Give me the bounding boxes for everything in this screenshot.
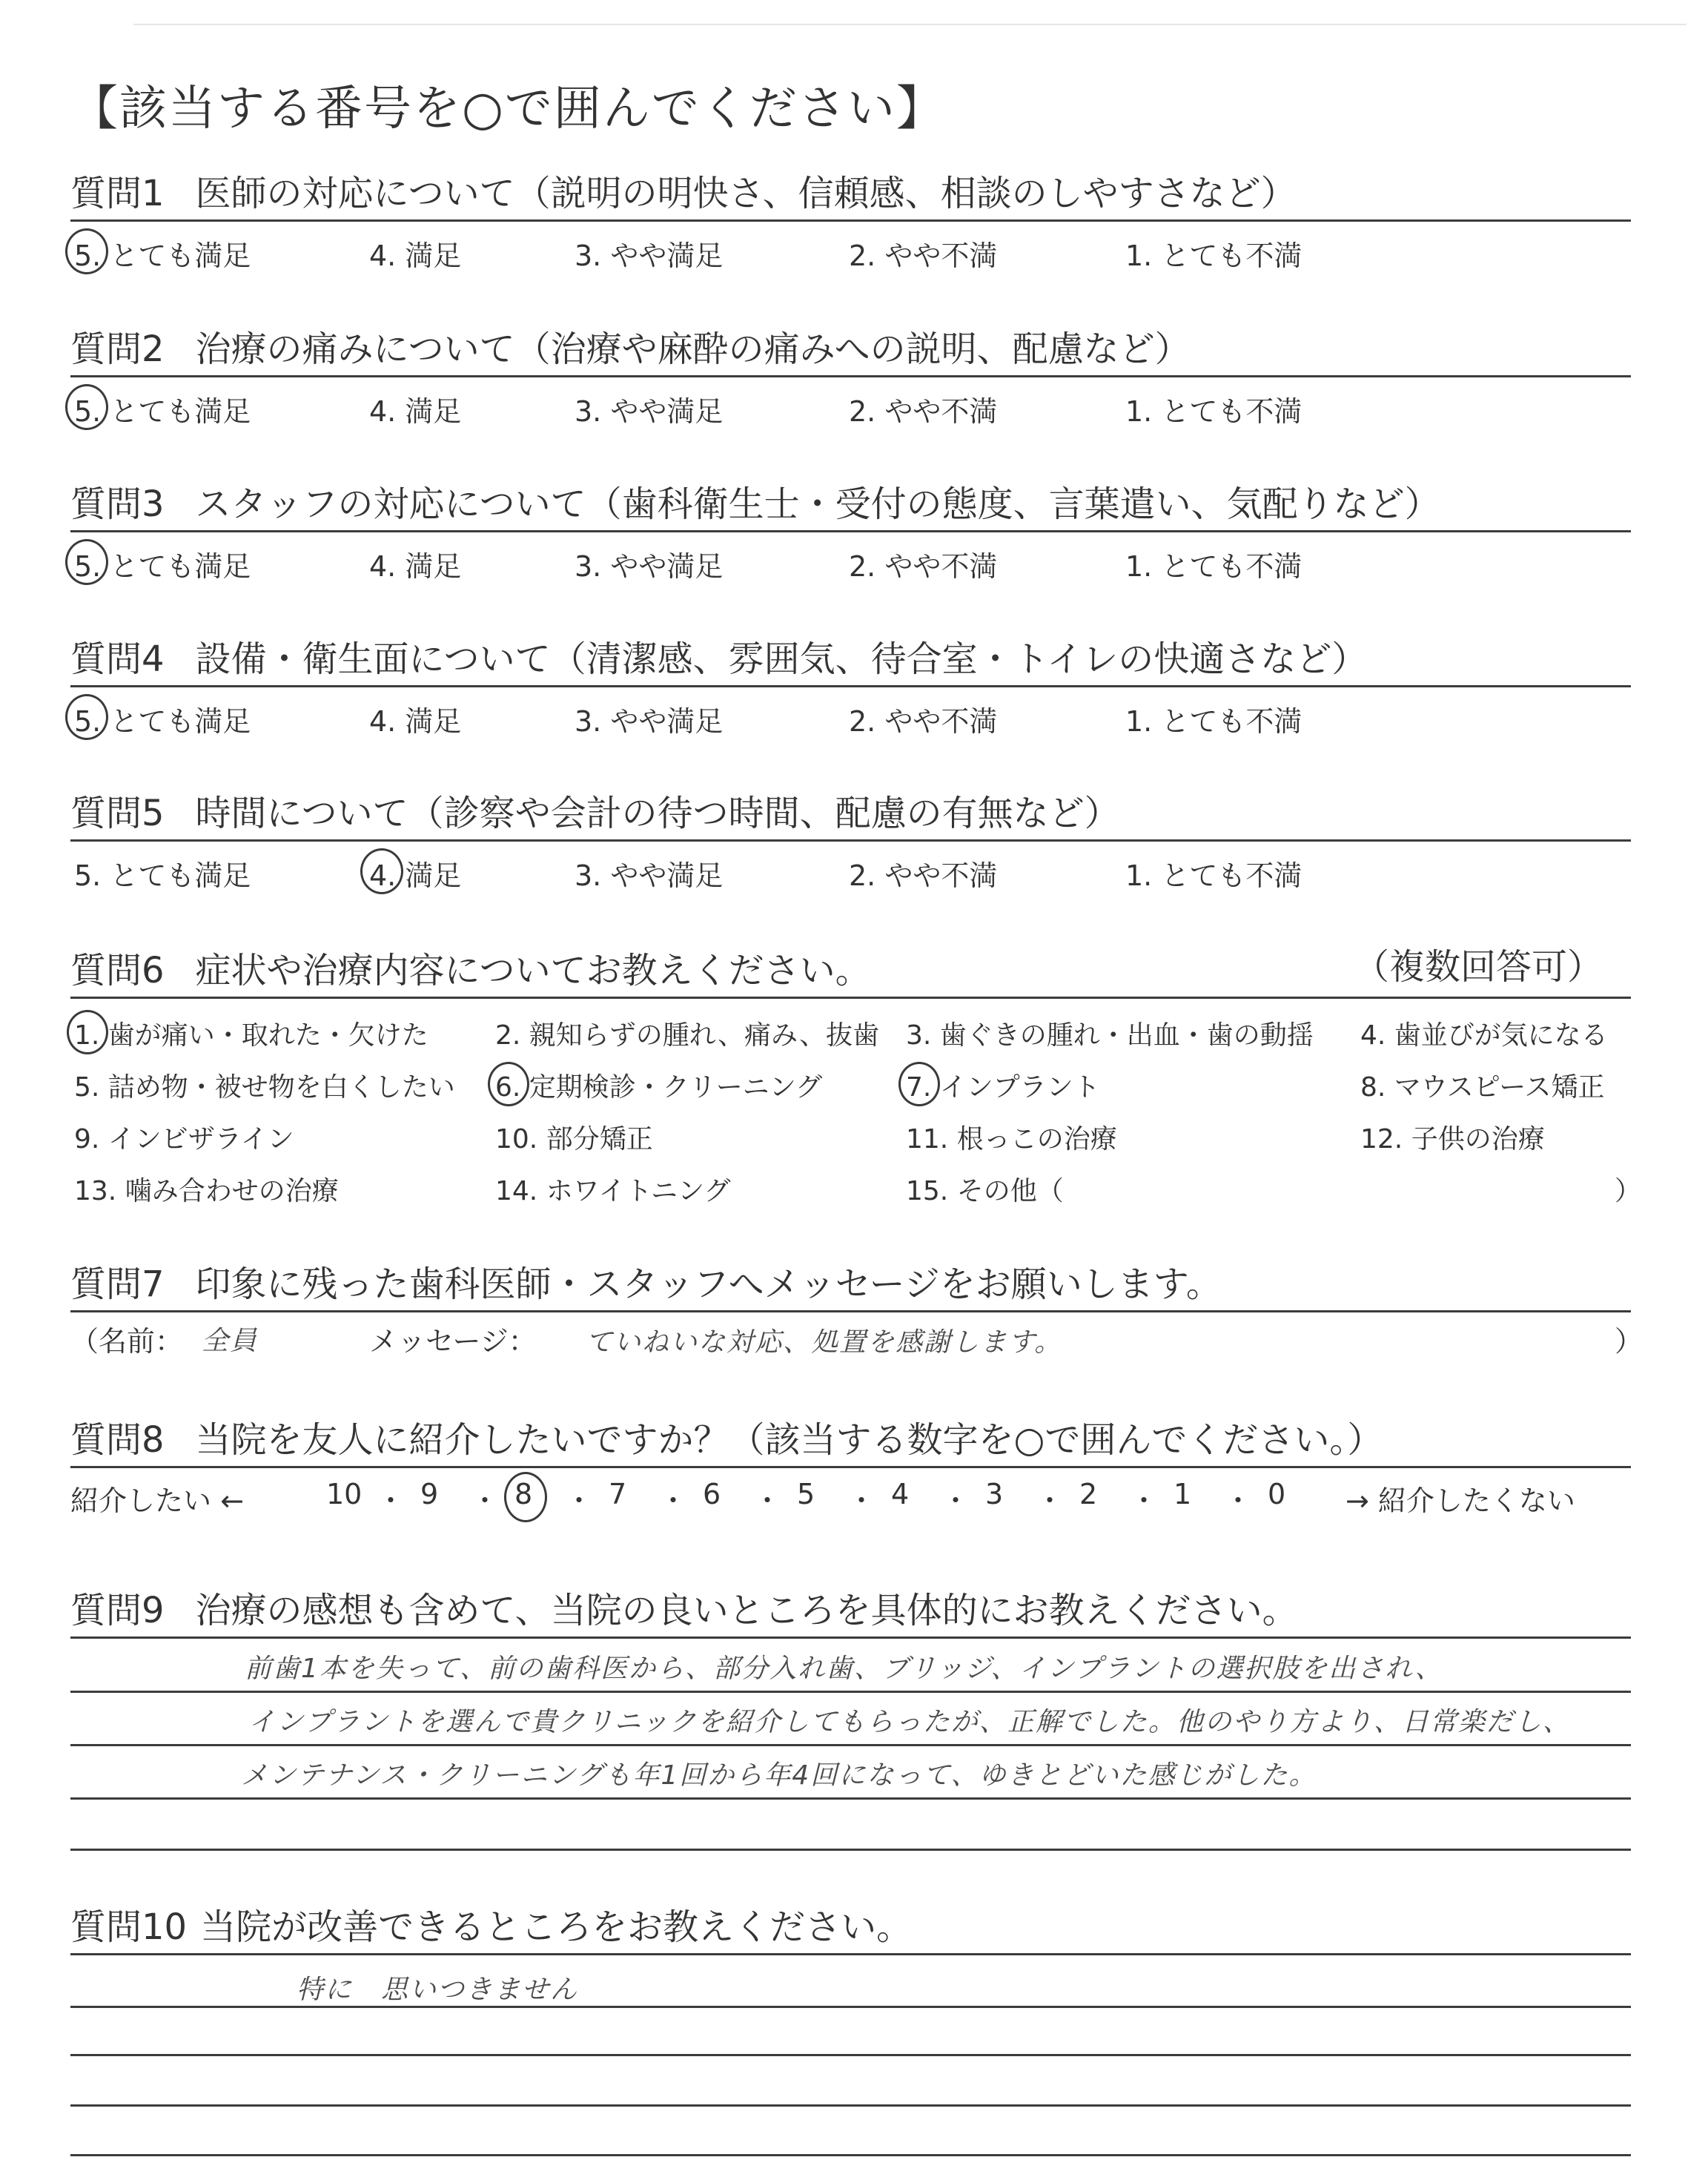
question-text: 当院を友人に紹介したいですか？（該当する数字を○で囲んでください。） — [195, 1419, 1383, 1461]
question-number: 質問6 — [70, 950, 165, 991]
rating-option-2[interactable]: 2. やや不満 — [849, 705, 998, 738]
selection-circle-mark — [65, 539, 108, 585]
symptom-option-14[interactable]: 14. ホワイトニング — [495, 1176, 731, 1206]
scale-separator: ・ — [1224, 1484, 1253, 1517]
recommend-score-10[interactable]: 10 — [326, 1478, 363, 1510]
rating-option-1[interactable]: 1. とても不満 — [1125, 705, 1302, 738]
symptom-option-11[interactable]: 11. 根っこの治療 — [906, 1124, 1117, 1155]
question-8-heading — [70, 1411, 1631, 1468]
recommend-score-0[interactable]: 0 — [1268, 1478, 1286, 1510]
question-text: 設備・衛生面について（清潔感、雰囲気、待合室・トイレの快適さなど） — [195, 638, 1368, 680]
rating-option-3[interactable]: 3. やや満足 — [575, 705, 724, 738]
rating-option-1[interactable]: 1. とても不満 — [1125, 240, 1302, 272]
selection-circle-mark — [65, 384, 108, 430]
q9-answer-line-1[interactable]: 前歯1本を失って、前の歯科医から、部分入れ歯、ブリッジ、インプラントの選択肢を出され、 — [245, 1654, 1443, 1684]
q9-answer-line-2[interactable]: インプラントを選んで貴クリニックを紹介してもらったが、正解でした。他のやり方より、日常楽だし、 — [248, 1707, 1571, 1737]
symptom-option-6[interactable]: 6. 定期検診・クリーニング — [495, 1072, 823, 1103]
answer-rule — [70, 2054, 1631, 2056]
rating-option-5[interactable]: 5. とても満足 — [74, 550, 251, 583]
symptom-option-9[interactable]: 9. インビザライン — [74, 1124, 294, 1155]
top-rule — [133, 24, 1687, 25]
rating-option-4[interactable]: 4. 満足 — [369, 395, 462, 428]
scale-separator: ・ — [1036, 1484, 1065, 1517]
rating-option-4[interactable]: 4. 満足 — [369, 859, 462, 892]
multiple-answer-note: （複数回答可） — [1353, 946, 1603, 988]
rating-option-5[interactable]: 5. とても満足 — [74, 240, 251, 272]
q9-answer-line-3[interactable]: メンテナンス・クリーニングも年1回から年4回になって、ゆきとどいた感じがした。 — [241, 1760, 1317, 1791]
other-close-paren: ） — [1615, 1176, 1642, 1206]
rating-option-4[interactable]: 4. 満足 — [369, 240, 462, 272]
message-close-paren: ） — [1615, 1325, 1644, 1358]
answer-rule — [70, 2104, 1631, 2107]
scale-separator: ・ — [565, 1484, 594, 1517]
question-number: 質問5 — [70, 793, 165, 834]
symptom-option-15[interactable]: 15. その他（ — [906, 1176, 1064, 1206]
symptom-option-13[interactable]: 13. 噛み合わせの治療 — [74, 1176, 339, 1206]
answer-rule — [70, 1744, 1631, 1746]
rating-option-2[interactable]: 2. やや不満 — [849, 550, 998, 583]
answer-rule — [70, 1691, 1631, 1693]
answer-rule — [70, 1797, 1631, 1800]
selection-circle-mark — [504, 1472, 547, 1522]
rating-option-3[interactable]: 3. やや満足 — [575, 395, 724, 428]
question-number: 質問1 — [70, 173, 165, 214]
recommend-score-7[interactable]: 7 — [609, 1478, 627, 1510]
question-text: 当院が改善できるところをお教えください。 — [200, 1906, 913, 1948]
scale-separator: ・ — [847, 1484, 876, 1517]
question-9-heading — [70, 1582, 1631, 1639]
rating-option-1[interactable]: 1. とても不満 — [1125, 550, 1302, 583]
recommend-score-2[interactable]: 2 — [1079, 1478, 1098, 1510]
selection-circle-mark — [65, 694, 108, 740]
question-text: 症状や治療内容についてお教えください。 — [195, 950, 871, 991]
recommend-score-3[interactable]: 3 — [985, 1478, 1004, 1510]
rating-option-2[interactable]: 2. やや不満 — [849, 240, 998, 272]
rating-option-5[interactable]: 5. とても満足 — [74, 395, 251, 428]
question-2-heading — [70, 320, 1631, 377]
rating-option-1[interactable]: 1. とても不満 — [1125, 395, 1302, 428]
recommend-score-1[interactable]: 1 — [1174, 1478, 1192, 1510]
symptom-option-3[interactable]: 3. 歯ぐきの腫れ・出血・歯の動揺 — [906, 1020, 1314, 1051]
scale-separator: ・ — [377, 1484, 406, 1517]
question-6-heading — [70, 942, 1631, 999]
question-text: 時間について（診察や会計の待つ時間、配慮の有無など） — [195, 793, 1120, 834]
selection-circle-mark — [67, 1010, 108, 1054]
question-number: 質問9 — [70, 1590, 165, 1631]
question-number: 質問4 — [70, 638, 165, 680]
selection-circle-mark — [65, 228, 108, 274]
selection-circle-mark — [898, 1062, 940, 1106]
recommend-score-5[interactable]: 5 — [797, 1478, 815, 1510]
rating-option-2[interactable]: 2. やや不満 — [849, 859, 998, 892]
question-text: 医師の対応について（説明の明快さ、信頼感、相談のしやすさなど） — [195, 173, 1297, 214]
answer-rule — [70, 1849, 1631, 1851]
form-header: 【該当する番号を○で囲んでください】 — [70, 82, 945, 136]
recommend-score-6[interactable]: 6 — [703, 1478, 721, 1510]
symptom-option-7[interactable]: 7. インプラント — [906, 1072, 1100, 1103]
question-4-heading — [70, 630, 1631, 687]
recommend-score-9[interactable]: 9 — [420, 1478, 439, 1510]
question-3-heading — [70, 475, 1631, 532]
rating-option-4[interactable]: 4. 満足 — [369, 550, 462, 583]
question-number: 質問7 — [70, 1264, 165, 1305]
question-5-heading — [70, 785, 1631, 842]
symptom-option-5[interactable]: 5. 詰め物・被せ物を白くしたい — [74, 1072, 455, 1103]
rating-option-3[interactable]: 3. やや満足 — [575, 240, 724, 272]
symptom-option-10[interactable]: 10. 部分矯正 — [495, 1124, 653, 1155]
rating-option-3[interactable]: 3. やや満足 — [575, 859, 724, 892]
question-10-heading — [70, 1898, 1631, 1955]
rating-option-4[interactable]: 4. 満足 — [369, 705, 462, 738]
message-answer[interactable]: ていねいな対応、処置を感謝します。 — [586, 1327, 1063, 1358]
question-number: 質問8 — [70, 1419, 165, 1461]
symptom-option-1[interactable]: 1. 歯が痛い・取れた・欠けた — [74, 1020, 428, 1051]
selection-circle-mark — [488, 1062, 529, 1106]
rating-option-5[interactable]: 5. とても満足 — [74, 705, 251, 738]
rating-option-2[interactable]: 2. やや不満 — [849, 395, 998, 428]
answer-rule — [70, 2154, 1631, 2156]
recommend-left-label: 紹介したい ← — [70, 1484, 244, 1517]
scale-separator: ・ — [941, 1484, 970, 1517]
question-text: スタッフの対応について（歯科衛生士・受付の態度、言葉遣い、気配りなど） — [195, 483, 1440, 525]
question-number: 質問3 — [70, 483, 165, 525]
question-1-heading — [70, 165, 1631, 222]
name-answer[interactable]: 全員 — [202, 1326, 259, 1356]
symptom-option-4[interactable]: 4. 歯並びが気になる — [1360, 1020, 1608, 1051]
question-text: 治療の痛みについて（治療や麻酔の痛みへの説明、配慮など） — [195, 328, 1191, 370]
rating-option-5[interactable]: 5. とても満足 — [74, 859, 251, 892]
recommend-score-8[interactable]: 8 — [514, 1478, 533, 1510]
recommend-right-label: → 紹介したくない — [1345, 1484, 1575, 1517]
question-text: 治療の感想も含めて、当院の良いところを具体的にお教えください。 — [195, 1590, 1298, 1631]
question-number: 質問2 — [70, 328, 165, 370]
q10-answer[interactable]: 特に 思いつきません — [297, 1975, 579, 2005]
question-number: 質問10 — [70, 1906, 188, 1948]
rating-option-3[interactable]: 3. やや満足 — [575, 550, 724, 583]
symptom-option-2[interactable]: 2. 親知らずの腫れ、痛み、抜歯 — [495, 1020, 880, 1051]
rating-option-1[interactable]: 1. とても不満 — [1125, 859, 1302, 892]
symptom-option-8[interactable]: 8. マウスピース矯正 — [1360, 1072, 1605, 1103]
question-text: 印象に残った歯科医師・スタッフへメッセージをお願いします。 — [195, 1264, 1222, 1305]
scale-separator: ・ — [471, 1484, 500, 1517]
name-label: （名前： — [70, 1325, 184, 1358]
selection-circle-mark — [360, 848, 403, 894]
symptom-option-12[interactable]: 12. 子供の治療 — [1360, 1124, 1545, 1155]
question-7-heading — [70, 1255, 1631, 1312]
scale-separator: ・ — [659, 1484, 688, 1517]
scale-separator: ・ — [753, 1484, 782, 1517]
recommend-score-4[interactable]: 4 — [891, 1478, 910, 1510]
scale-separator: ・ — [1130, 1484, 1159, 1517]
message-label: メッセージ： — [369, 1325, 537, 1358]
